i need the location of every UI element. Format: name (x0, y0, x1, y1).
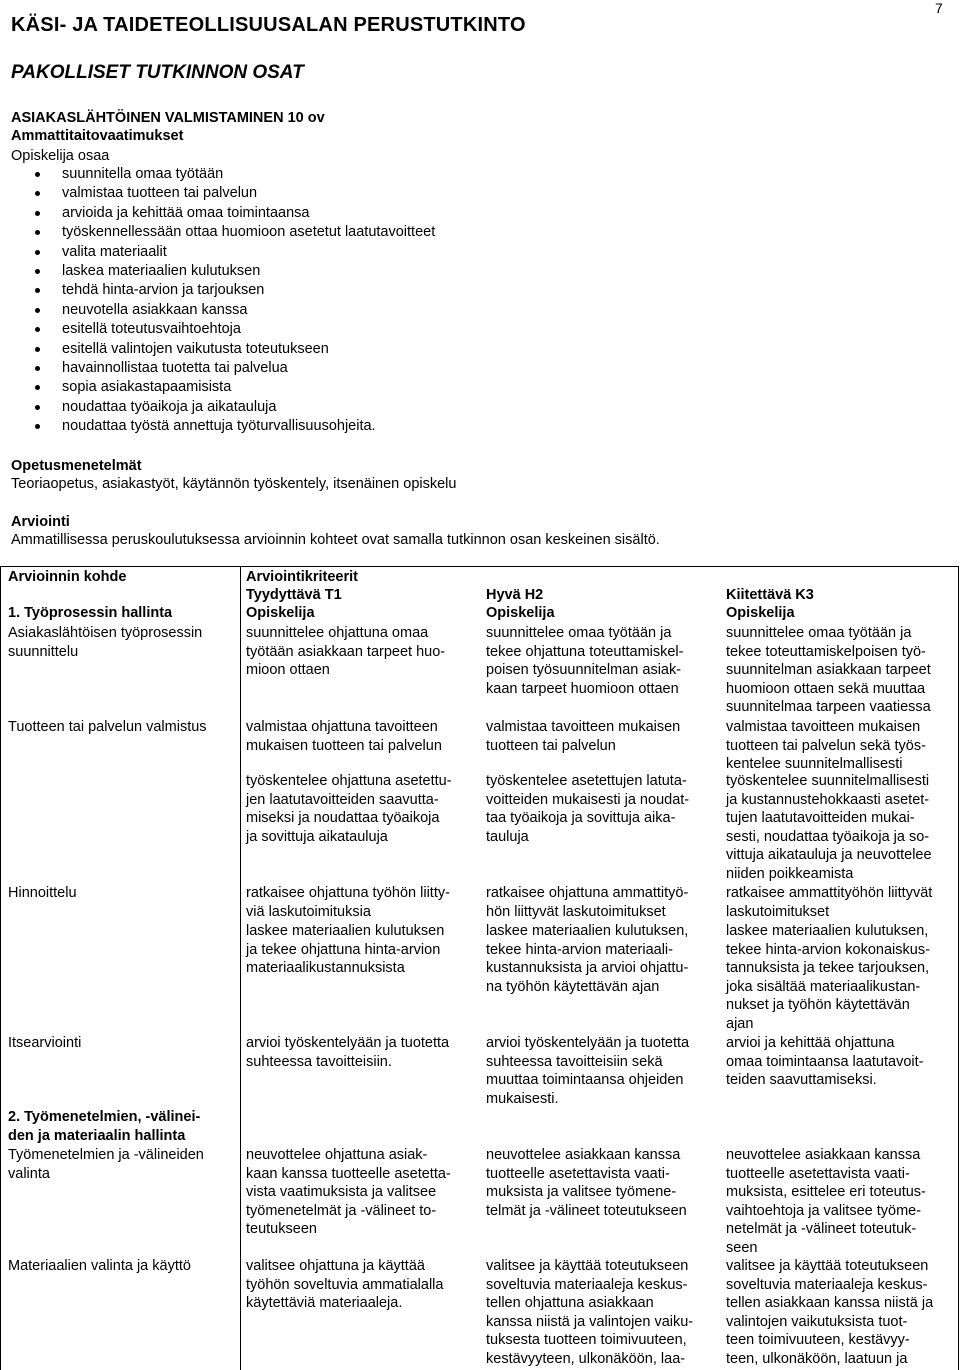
assessment-heading: Arviointi (11, 514, 70, 530)
list-item: noudattaa työstä annettuja työturvallisuusohjeita. (35, 418, 435, 437)
main-heading: KÄSI- JA TAIDETEOLLISUUSALAN PERUSTUTKINTO (11, 14, 526, 36)
bullet-icon (35, 172, 40, 177)
bullet-icon (35, 308, 40, 313)
opiskelija-k3: Opiskelija (726, 605, 795, 621)
header-target: Arvioinnin kohde (8, 569, 127, 585)
table-border-right (958, 566, 959, 1370)
subheading: PAKOLLISET TUTKINNON OSAT (11, 62, 304, 83)
t1-self-assessment: arvioi työskentelyään ja tuotetta suhteessa tavoitteisiin. (246, 1035, 450, 1070)
target-materials: Materiaalien valinta ja käyttö (8, 1258, 191, 1274)
list-item: laskea materiaalien kulutuksen (35, 263, 435, 282)
table-border-left (0, 566, 1, 1370)
bullet-icon (35, 366, 40, 371)
h2-pricing: ratkaisee ohjattuna ammattityö- hön liittyvät laskutoimitukset (486, 885, 689, 920)
bullet-icon (35, 211, 40, 216)
bullet-icon (35, 288, 40, 293)
target-self-assessment: Itsearviointi (8, 1035, 82, 1051)
methods-text: Teoriaopetus, asiakastyöt, käytännön työskentely, itsenäinen opiskelu (11, 476, 457, 492)
bullet-icon (35, 405, 40, 410)
bullet-icon (35, 385, 40, 390)
k3-planning: suunnittelee omaa työtään ja tekee toteuttamiskelpoisen työ- suunnitelman asiakkaan tarpeet huomioon ottaen sekä muuttaa suunnitelmaa tarpeen vaatiessa (726, 625, 931, 715)
t1-methods: neuvottelee ohjattuna asiak- kaan kanssa tuotteelle asetetta- vista vaatimuksista ja valitsee työmenetelmät ja -välineet to- teutukseen (246, 1147, 451, 1237)
list-item: valmistaa tuotteen tai palvelun (35, 185, 435, 204)
bullet-icon (35, 230, 40, 235)
list-item: havainnollistaa tuotetta tai palvelua (35, 360, 435, 379)
bullet-icon (35, 191, 40, 196)
target-pricing: Hinnoittelu (8, 885, 77, 901)
list-item: esitellä valintojen vaikutusta toteutukseen (35, 341, 435, 360)
list-item: noudattaa työaikoja ja aikatauluja (35, 399, 435, 418)
student-can: Opiskelija osaa (11, 148, 110, 164)
list-item: suunnitella omaa työtään (35, 166, 435, 185)
t1-production: valmistaa ohjattuna tavoitteen mukaisen tuotteen tai palvelun (246, 719, 442, 754)
grade-k3: Kiitettävä K3 (726, 587, 814, 603)
h2-costs: laskee materiaalien kulutuksen, tekee hinta-arvion materiaali- kustannuksista ja arvioi ohjattu- na työhön käytettävän ajan (486, 923, 689, 995)
t1-pricing: ratkaisee ohjattuna työhön liitty- viä laskutoimituksia (246, 885, 450, 920)
k3-self-assessment: arvioi ja kehittää ohjattuna omaa toimintaansa laatutavoit- teiden saavuttamiseksi. (726, 1035, 924, 1088)
k3-methods: neuvottelee asiakkaan kanssa tuotteelle asetettavista vaati- muksista, esittelee eri toteutus- vaihtoehtoja ja valitsee työme- netelmät ja -välineet toteutuk- seen (726, 1147, 926, 1256)
list-item: neuvotella asiakkaan kanssa (35, 302, 435, 321)
target-methods: Työmenetelmien ja -välineiden valinta (8, 1147, 204, 1182)
list-item: työskennellessään ottaa huomioon asetetut laatutavoitteet (35, 224, 435, 243)
module-title: ASIAKASLÄHTÖINEN VALMISTAMINEN 10 ov (11, 110, 325, 126)
section-2-title: 2. Työmenetelmien, -välinei- den ja materiaalin hallinta (8, 1109, 201, 1144)
assessment-table (0, 566, 959, 1370)
table-divider (240, 566, 241, 1370)
header-criteria: Arviointikriteerit (246, 569, 358, 585)
list-item: esitellä toteutusvaihtoehtoja (35, 321, 435, 340)
opiskelija-h2: Opiskelija (486, 605, 555, 621)
page-number: 7 (935, 0, 943, 16)
list-item: sopia asiakastapaamisista (35, 379, 435, 398)
k3-production: valmistaa tavoitteen mukaisen tuotteen tai palvelun sekä työs- kentelee suunnitelmallisesti (726, 719, 926, 772)
list-item: valita materiaalit (35, 244, 435, 263)
t1-costs: laskee materiaalien kulutuksen ja tekee ohjattuna hinta-arvion materiaalikustannuksista (246, 923, 445, 976)
bullet-icon (35, 347, 40, 352)
bullet-icon (35, 250, 40, 255)
h2-production: valmistaa tavoitteen mukaisen tuotteen tai palvelun (486, 719, 681, 754)
target-planning: Asiakaslähtöisen työprosessin suunnittelu (8, 625, 203, 660)
target-production: Tuotteen tai palvelun valmistus (8, 719, 207, 735)
section-1-title: 1. Työprosessin hallinta (8, 605, 173, 621)
h2-quality: työskentelee asetettujen latuta- voitteiden mukaisesti ja noudat- taa työaikoja ja sovittuja aika- tauluja (486, 773, 690, 845)
bullet-icon (35, 327, 40, 332)
k3-materials: valitsee ja käyttää toteutukseen soveltuvia materiaaleja keskus- tellen asiakkaan kanssa niistä ja valintojen vaikutuksista tuot- teen toimivuuteen, kestävyy- teen, ulkonäköön, laatuun ja (726, 1258, 934, 1367)
assessment-text: Ammatillisessa peruskoulutuksessa arvioinnin kohteet ovat samalla tutkinnon osan keskeinen sisältö. (11, 532, 660, 548)
h2-methods: neuvottelee asiakkaan kanssa tuotteelle asetettavista vaati- muksista ja valitsee työmene- telmät ja -välineet toteutukseen (486, 1147, 687, 1219)
k3-quality: työskentelee suunnitelmallisesti ja kustannustehokkaasti asetet- tujen laatutavoitteiden mukai- sesti, noudattaa työaikoja ja so- vittuja aikatauluja ja neuvottelee niiden poikkeamista (726, 773, 932, 882)
bullet-icon (35, 424, 40, 429)
k3-costs: laskee materiaalien kulutuksen, tekee hinta-arvion kokonaiskus- tannuksista ja tekee tarjouksen, joka sisältää materiaalikustan- nukset ja työhön käytettävän ajan (726, 923, 930, 1032)
competence-heading: Ammattitaitovaatimukset (11, 128, 184, 144)
list-item: tehdä hinta-arvion ja tarjouksen (35, 282, 435, 301)
h2-materials: valitsee ja käyttää toteutukseen soveltuvia materiaaleja keskus- tellen ohjattuna asiakkaan kanssa niistä ja valintojen vaiku- tuksesta tuotteen toimivuuteen, kestävyyteen, ulkonäköön, laa- (486, 1258, 694, 1367)
t1-quality: työskentelee ohjattuna asetettu- jen laatutavoitteiden saavutta- miseksi ja noudattaa työaikoja ja sovittuja aikatauluja (246, 773, 452, 845)
grade-h2: Hyvä H2 (486, 587, 544, 603)
competence-list (35, 166, 435, 437)
methods-heading: Opetusmenetelmät (11, 458, 142, 474)
h2-self-assessment: arvioi työskentelyään ja tuotetta suhteessa tavoitteisiin sekä muuttaa toimintaansa ohjeiden mukaisesti. (486, 1035, 690, 1107)
grade-t1: Tyydyttävä T1 (246, 587, 342, 603)
opiskelija-t1: Opiskelija (246, 605, 315, 621)
table-border-top (0, 566, 959, 567)
t1-planning: suunnittelee ohjattuna omaa työtään asiakkaan tarpeet huo- mioon ottaen (246, 625, 446, 678)
k3-pricing: ratkaisee ammattityöhön liittyvät laskutoimitukset (726, 885, 933, 920)
list-item: arvioida ja kehittää omaa toimintaansa (35, 205, 435, 224)
h2-planning: suunnittelee omaa työtään ja tekee ohjattuna toteuttamiskel- poisen työsuunnitelman asiak- kaan tarpeet huomioon ottaen (486, 625, 684, 697)
bullet-icon (35, 269, 40, 274)
t1-materials: valitsee ohjattuna ja käyttää työhön soveltuvia ammatialalla käytettäviä materiaaleja. (246, 1258, 444, 1311)
